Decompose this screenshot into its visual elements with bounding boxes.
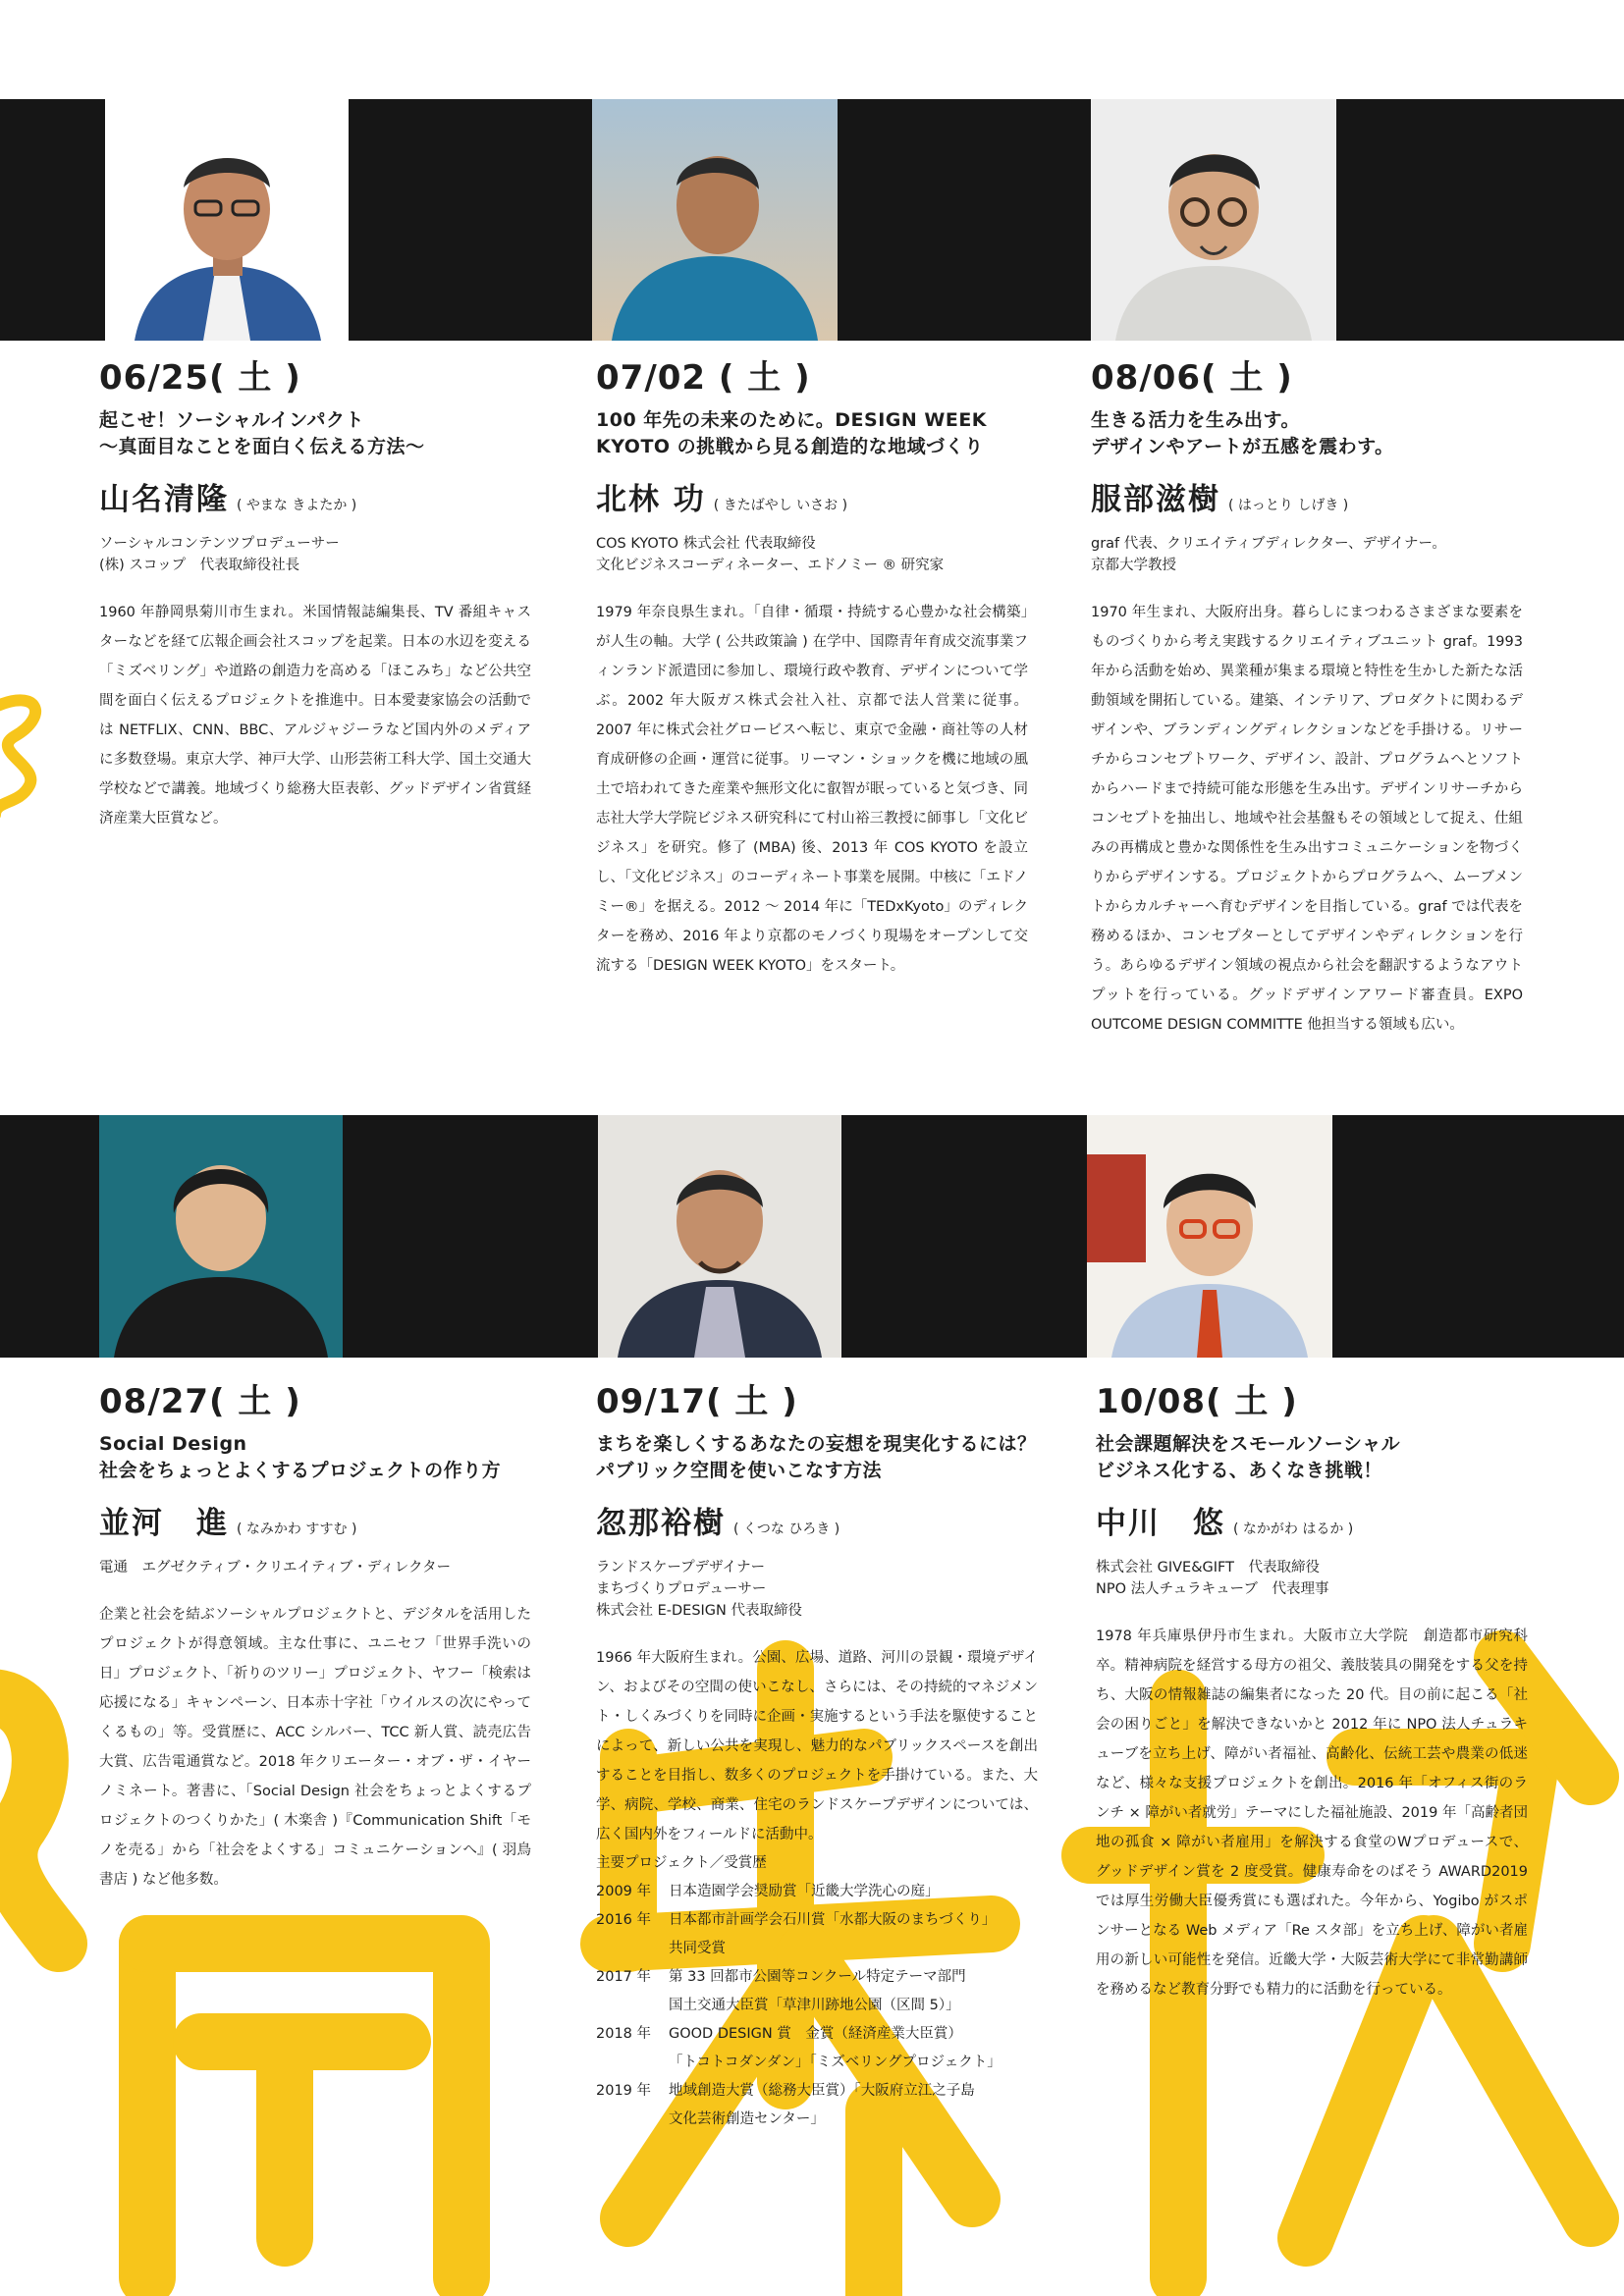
speaker-role-line: (株) スコップ 代表取締役社長 bbox=[99, 558, 300, 573]
yellow-scribble-decoration bbox=[0, 677, 59, 834]
speaker-role-line: COS KYOTO 株式会社 代表取締役 bbox=[596, 536, 816, 552]
speaker-role bbox=[1096, 1557, 1528, 1600]
award-line: 文化芸術創造センター」 bbox=[669, 2111, 825, 2127]
speaker-role-line: ランドスケープデザイナー bbox=[596, 1560, 766, 1575]
award-detail bbox=[669, 1906, 1001, 1963]
award-row bbox=[596, 2020, 1001, 2077]
award-detail bbox=[669, 2020, 1001, 2077]
speaker-bio: 企業と社会を結ぶソーシャルプロジェクトと、デジタルを活用したプロジェクトが得意領域。主な仕事に、ユニセフ「世界手洗いの日」プロジェクト、「祈りのツリー」プロジェクト、ヤフー「検索は応援になる」キャンペーン、日本赤十字社「ウイルスの次にやってくるもの」等。受賞歴に、ACC シルバー、TCC 新人賞、読売広告大賞、広告電通賞など。2018 年クリエーター・オブ・ザ・イヤー ノミネート。著書に、「Social Design 社会をちょっとよくするプロジェクトのつくりかた」( 木楽舎 )『Communication Shift「モノを売る」から「社会をよくする」コミュニケーションへ』( 羽鳥書店 ) など他多数。 bbox=[99, 1607, 531, 1888]
speaker-role bbox=[596, 1557, 1038, 1622]
speaker-bio: 1970 年生まれ、大阪府出身。暮らしにまつわるさまざまな要素をものづくりから考え実践するクリエイティブユニット graf。1993 年から活動を始め、異業種が集まる環境と特性を生かした新たな活動領域を開拓している。建築、インテリア、プロダクトに関わるデザインや、ブランディングディレクションなどを手掛ける。リサーチからコンセプトワーク、デザイン、設計、プログラムへとソフトからハードまで持続可能な形態を生み出す。デザインリサーチからコンセプトを抽出し、地域や社会基盤もその領域として捉え、仕組みの再構成と豊かな関係性を生み出すコミュニケーションを物づくりからデザインする。プロジェクトからプログラムへ、ムーブメントからカルチャーへ育むデザインを目指している。graf では代表を務めるほか、コンセプターとしてデザインやディレクションを行う。あらゆるデザイン領域の視点から社会を翻訳するようなアウトプットを行っている。グッドデザインアワード審査員。EXPO OUTCOME DESIGN COMMITTE 他担当する領域も広い。 bbox=[1091, 605, 1523, 1033]
speaker-role-line: 電通 エグゼクティブ・クリエイティブ・ディレクター bbox=[99, 1560, 452, 1575]
speaker-name: 並河 進 bbox=[99, 1506, 229, 1541]
speaker-photo-hattori bbox=[1091, 99, 1336, 341]
speaker-name: 忽那裕樹 bbox=[596, 1506, 726, 1541]
award-line: 第 33 回都市公園等コンクール特定テーマ部門 bbox=[669, 1969, 966, 1985]
event-date: 08/06( 土 ) bbox=[1091, 358, 1293, 398]
award-year: 2019 年 bbox=[596, 2083, 652, 2099]
award-detail bbox=[669, 2077, 1001, 2134]
speaker-role-line: graf 代表、クリエイティブディレクター、デザイナー。 bbox=[1091, 536, 1446, 552]
speaker-kana: ( くつな ひろき ) bbox=[733, 1522, 840, 1537]
event-title-line: 社会をちょっとよくするプロジェクトの作り方 bbox=[99, 1460, 502, 1481]
event-date: 08/27( 土 ) bbox=[99, 1382, 301, 1421]
speaker-role-line: 京都大学教授 bbox=[1091, 558, 1176, 573]
award-row bbox=[596, 1963, 1001, 2020]
event-title bbox=[99, 407, 531, 460]
event-title bbox=[596, 1431, 1038, 1484]
event-card-4 bbox=[99, 1382, 531, 1895]
event-card-1 bbox=[99, 358, 531, 833]
event-date: 06/25( 土 ) bbox=[99, 358, 301, 398]
event-title bbox=[99, 1431, 531, 1484]
event-title-line: まちを楽しくするあなたの妄想を現実化するには？ bbox=[596, 1433, 1037, 1455]
speaker-role-line: 株式会社 GIVE&GIFT 代表取締役 bbox=[1096, 1560, 1320, 1575]
speaker-name: 服部滋樹 bbox=[1091, 482, 1220, 517]
event-card-2 bbox=[596, 358, 1028, 981]
event-title-line: ビジネス化する、あくなき挑戦！ bbox=[1096, 1460, 1382, 1481]
speaker-bio: 1960 年静岡県菊川市生まれ。米国情報誌編集長、TV 番組キャスターなどを経て広報企画会社スコップを起業。日本の水辺を変える「ミズベリング」や道路の創造力を高める「ほこみち」など公共空間を面白く伝えるプロジェクトを推進中。日本愛妻家協会の活動では NETFLIX、CNN、BBC、アルジャジーラなど国内外のメディアに多数登場。東京大学、神戸大学、山形芸術工科大学、国土交通大学校などで講義。地域づくり総務大臣表彰、グッドデザイン省賞経済産業大臣賞など。 bbox=[99, 605, 531, 827]
speaker-photo-nakagawa bbox=[1087, 1115, 1332, 1358]
speaker-photo-kitabayashi bbox=[592, 99, 838, 341]
awards-table bbox=[596, 1878, 1001, 2134]
award-year: 2017 年 bbox=[596, 1969, 652, 1985]
event-title-line: 起こせ！ソーシャルインパクト bbox=[99, 409, 364, 431]
award-row bbox=[596, 2077, 1001, 2134]
speaker-bio: 1966 年大阪府生まれ。公園、広場、道路、河川の景観・環境デザイン、およびその空間の使いこなし、さらには、その持続的マネジメント・しくみづくりを同時に企画・実施するという手法を駆使することによって、新しい公共を実現し、魅力的なパブリックスペースを創出することを目指し、数多くのプロジェクトを手掛けている。また、大学、病院、学校、商業、住宅のランドスケープデザインについては、広く国内外をフィールドに活動中。 bbox=[596, 1650, 1038, 1842]
speaker-name-row bbox=[596, 1504, 1038, 1549]
event-card-3 bbox=[1091, 358, 1523, 1040]
speaker-name-row bbox=[99, 1504, 531, 1549]
speaker-photo-yamana bbox=[105, 99, 349, 341]
speaker-role-line: 株式会社 E-DESIGN 代表取締役 bbox=[596, 1603, 803, 1619]
speaker-bio: 1978 年兵庫県伊丹市生まれ。大阪市立大学院 創造都市研究科卒。精神病院を経営する母方の祖父、義肢装具の開発をする父を持ち、大阪の情報雑誌の編集者になった 20 代。目の前に起こる「社会の困りごと」を解決できないかと 2012 年に NPO 法人チュラキューブを立ち上げ、障がい者福祉、高齢化、伝統工芸や農業の低迷など、様々な支援プロジェクトを創出。2016 年「オフィス街のランチ × 障がい者就労」テーマにした福祉施設、2019 年「高齢者団地の孤食 × 障がい者雇用」を解決する食堂のWプロデュースで、グッドデザイン賞を 2 度受賞。健康寿命をのばそう AWARD2019 では厚生労働大臣優秀賞にも選ばれた。今年から、Yogibo がスポンサーとなる Web メディア「Re スタ部」を立ち上げ、障がい者雇用の新しい可能性を発信。近畿大学・大阪芸術大学にて非常勤講師を務めるなど教育分野でも精力的に活動を行っている。 bbox=[1096, 1629, 1528, 1998]
award-row bbox=[596, 1878, 1001, 1906]
speaker-role bbox=[99, 1557, 531, 1578]
event-title-line: 100 年先の未来のために。DESIGN WEEK bbox=[596, 409, 988, 431]
speaker-role-line: NPO 法人チュラキューブ 代表理事 bbox=[1096, 1581, 1329, 1597]
award-year: 2016 年 bbox=[596, 1912, 652, 1928]
speaker-photo-namikawa bbox=[99, 1115, 343, 1358]
event-title bbox=[1096, 1431, 1528, 1484]
event-title-line: Social Design bbox=[99, 1433, 247, 1455]
speaker-name-row bbox=[1096, 1504, 1528, 1549]
awards-section bbox=[596, 1849, 1038, 2134]
award-line: 共同受賞 bbox=[669, 1941, 726, 1956]
event-title-line: 生きる活力を生み出す。 bbox=[1091, 409, 1300, 431]
speaker-role bbox=[1091, 533, 1523, 576]
award-line: 「トコトコダンダン」「ミズベリングプロジェクト」 bbox=[669, 2055, 1001, 2070]
event-title-line: デザインやアートが五感を震わす。 bbox=[1091, 436, 1394, 457]
event-date: 07/02 ( 土 ) bbox=[596, 358, 811, 398]
event-title bbox=[596, 407, 1028, 460]
event-date: 10/08( 土 ) bbox=[1096, 1382, 1298, 1421]
event-date: 09/17( 土 ) bbox=[596, 1382, 798, 1421]
event-title bbox=[1091, 407, 1523, 460]
speaker-name: 北林 功 bbox=[596, 482, 706, 517]
speaker-role-line: まちづくりプロデューサー bbox=[596, 1581, 767, 1597]
speaker-bio: 1979 年奈良県生まれ。「自律・循環・持続する心豊かな社会構築」が人生の軸。大学 ( 公共政策論 ) 在学中、国際青年育成交流事業フィンランド派遣団に参加し、環境行政や教育、デザインについて学ぶ。2002 年大阪ガス株式会社入社、京都で法人営業に従事。2007 年に株式会社グロービスへ転じ、東京で金融・商社等の人材育成研修の企画・運営に従事。リーマン・ショックを機に地域の風土で培われてきた産業や無形文化に叡智が眠っていると気づき、同志社大学大学院ビジネス研究科にて村山裕三教授に師事し「文化ビジネス」を研究。修了 (MBA) 後、2013 年 COS KYOTO を設立し、「文化ビジネス」のコーディネート事業を展開。中核に「エドノミー®」を据える。2012 〜 2014 年に「TEDxKyoto」のディレクターを務め、2016 年より京都のモノづくり現場をオープンして交流する「DESIGN WEEK KYOTO」をスタート。 bbox=[596, 605, 1028, 974]
award-detail bbox=[669, 1963, 1001, 2020]
award-line: 日本都市計画学会石川賞「水都大阪のまちづくり」 bbox=[669, 1912, 997, 1928]
speaker-kana: ( はっとり しげき ) bbox=[1228, 498, 1349, 513]
event-title-line: パブリック空間を使いこなす方法 bbox=[596, 1460, 882, 1481]
award-line: 日本造園学会奨励賞「近畿大学洗心の庭」 bbox=[669, 1884, 940, 1899]
speaker-name-row bbox=[596, 480, 1028, 525]
speaker-name: 山名清隆 bbox=[99, 482, 229, 517]
speaker-role bbox=[596, 533, 1028, 576]
event-card-6 bbox=[1096, 1382, 1528, 2004]
speaker-role bbox=[99, 533, 531, 576]
speaker-kana: ( なみかわ すすむ ) bbox=[237, 1522, 357, 1537]
award-year: 2009 年 bbox=[596, 1884, 652, 1899]
event-title-line: KYOTO の挑戦から見る創造的な地域づくり bbox=[596, 436, 984, 457]
award-line: 国土交通大臣賞「草津川跡地公園（区間 5）」 bbox=[669, 1998, 960, 2013]
speaker-kana: ( きたばやし いさお ) bbox=[713, 498, 848, 513]
speaker-kana: ( なかがわ はるか ) bbox=[1233, 1522, 1354, 1537]
event-title-line: 〜真面目なことを面白く伝える方法〜 bbox=[99, 436, 425, 457]
award-year: 2018 年 bbox=[596, 2026, 652, 2042]
speaker-photo-kutsuna bbox=[598, 1115, 841, 1358]
speaker-role-line: ソーシャルコンテンツプロデューサー bbox=[99, 536, 340, 552]
award-row bbox=[596, 1906, 1001, 1963]
award-line: 地域創造大賞（総務大臣賞）「大阪府立江之子島 bbox=[669, 2083, 975, 2099]
event-card-5 bbox=[596, 1382, 1038, 2134]
speaker-role-line: 文化ビジネスコーディネーター、エドノミー ® 研究家 bbox=[596, 558, 945, 573]
event-title-line: 社会課題解決をスモールソーシャル bbox=[1096, 1433, 1401, 1455]
speaker-name-row bbox=[1091, 480, 1523, 525]
speaker-name-row bbox=[99, 480, 531, 525]
award-detail bbox=[669, 1878, 1001, 1906]
award-line: GOOD DESIGN 賞 金賞（経済産業大臣賞） bbox=[669, 2026, 962, 2042]
awards-heading: 主要プロジェクト／受賞歴 bbox=[596, 1855, 767, 1871]
speaker-kana: ( やまな きよたか ) bbox=[237, 498, 357, 513]
speaker-name: 中川 悠 bbox=[1096, 1506, 1225, 1541]
